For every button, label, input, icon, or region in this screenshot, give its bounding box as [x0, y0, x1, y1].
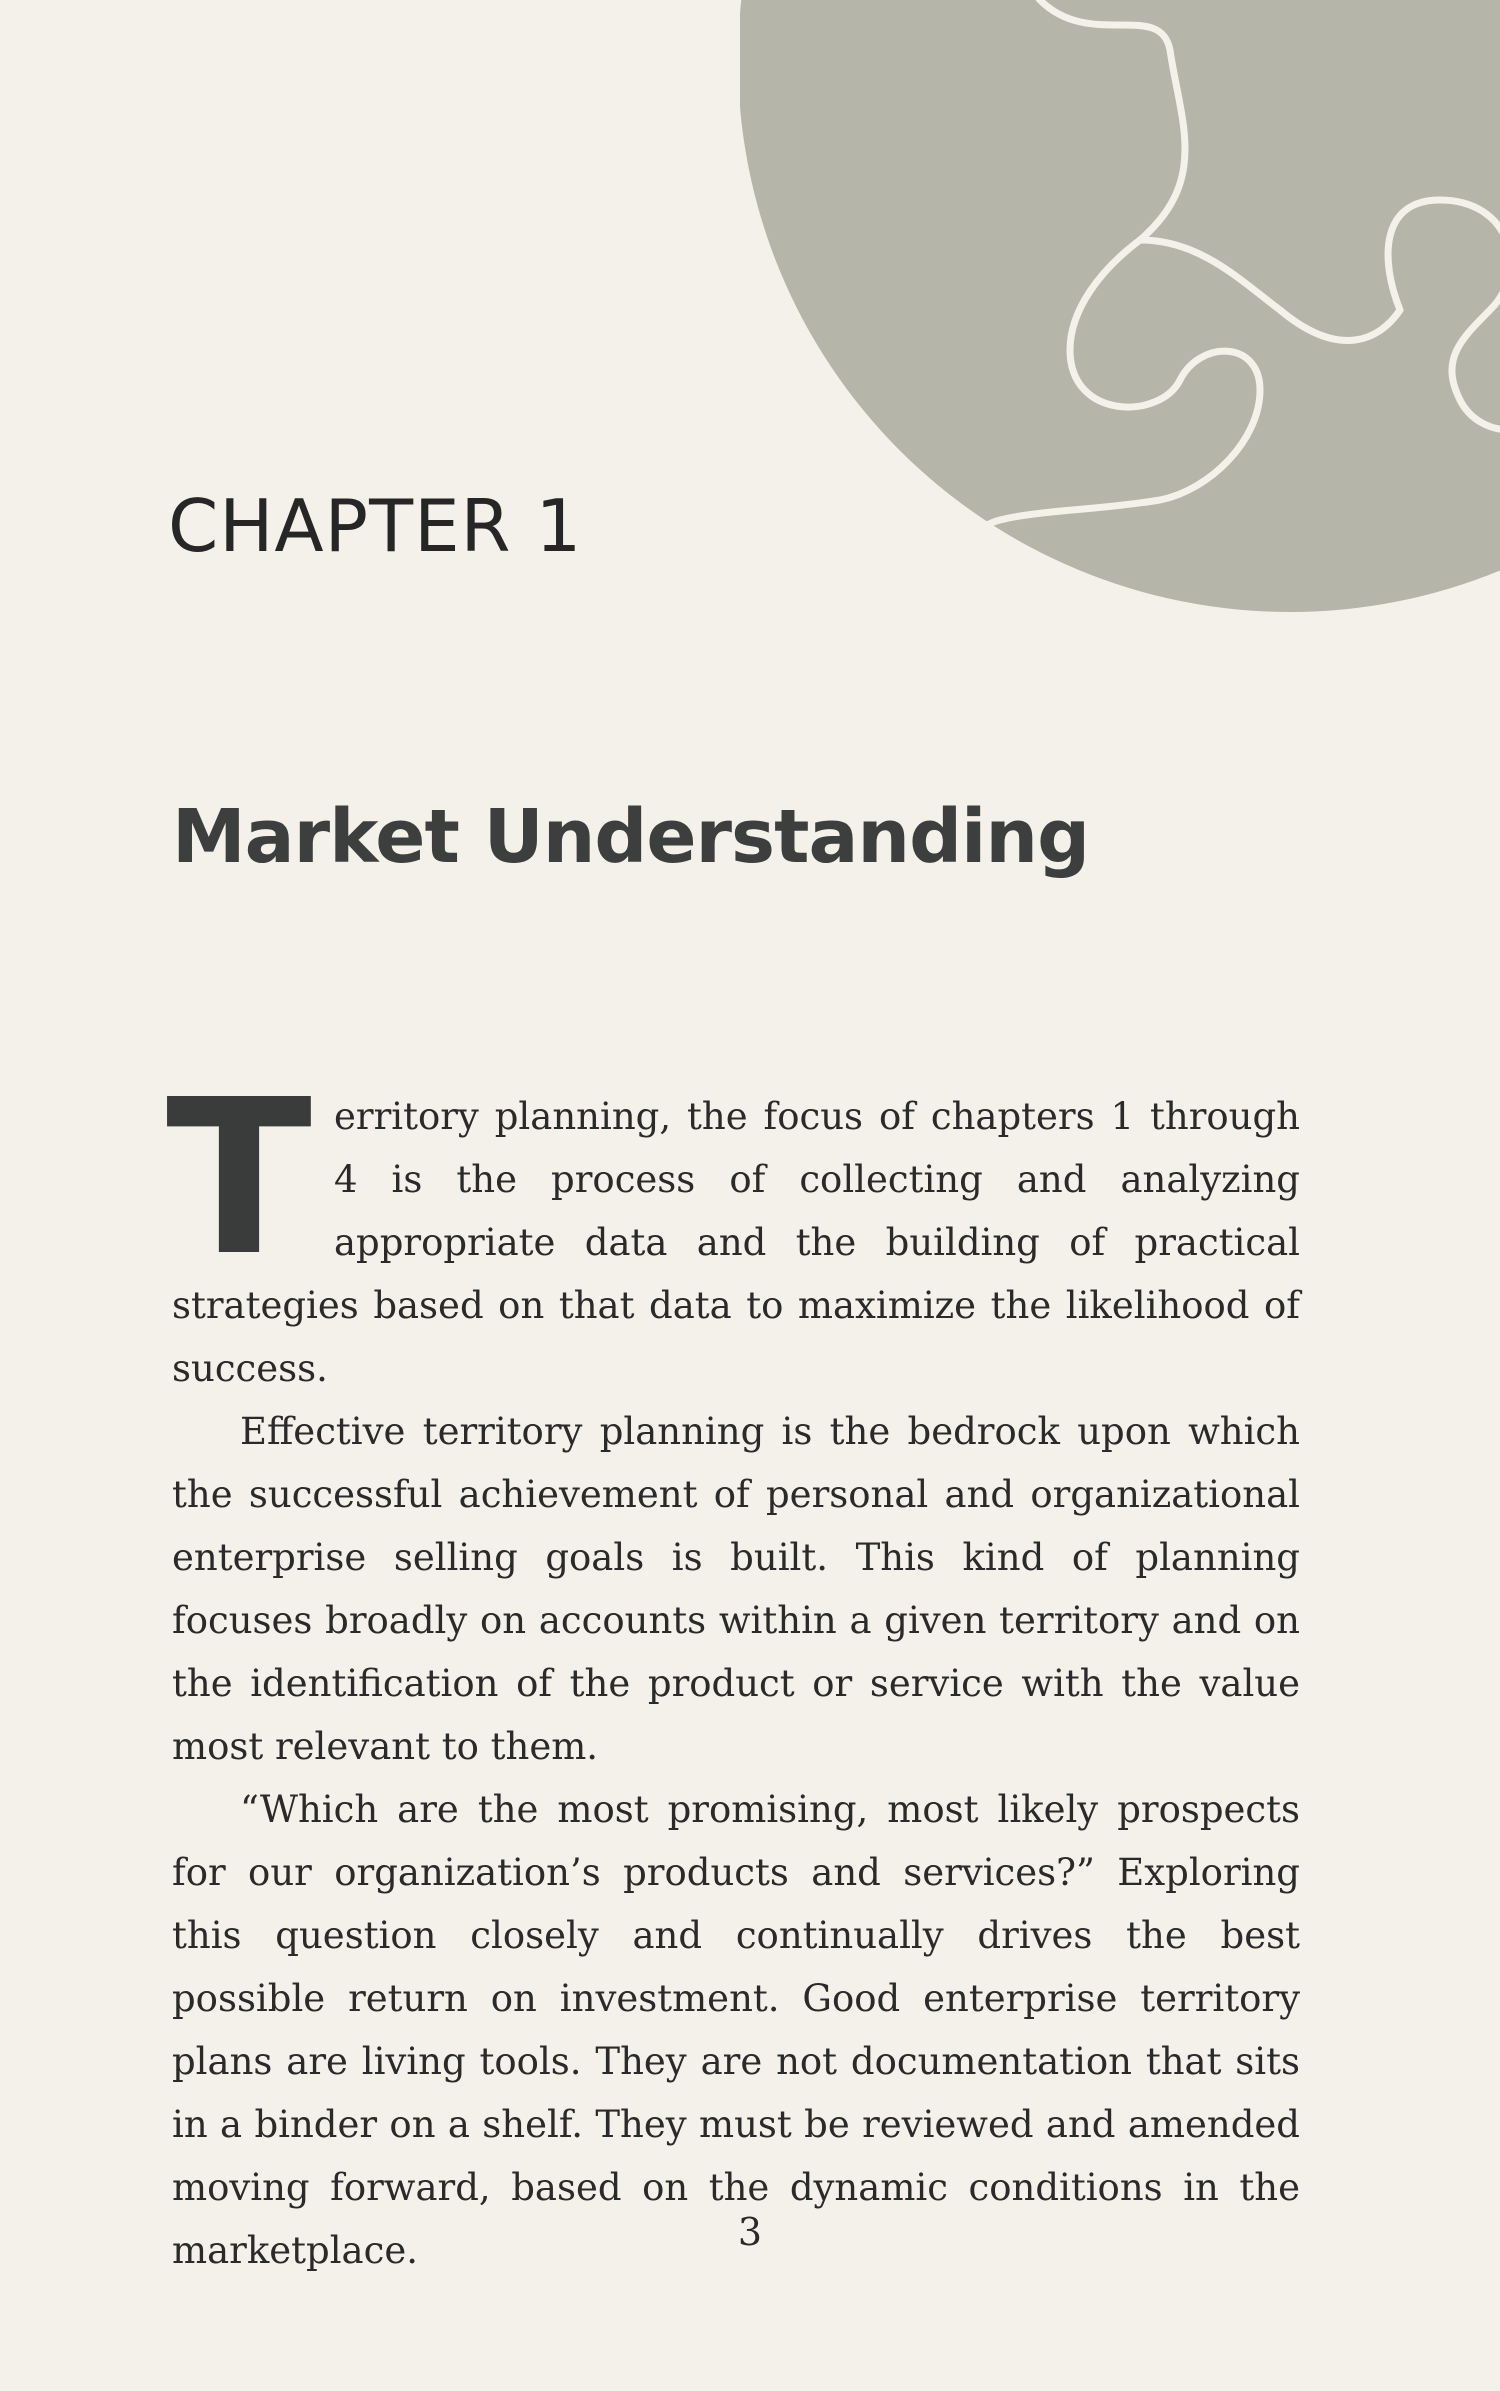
paragraph-2: Effective territory planning is the bedrock upon which the successful achievement of personal and organizational enterprise selling goals is built. This kind of planning focuses broadly on accounts within a given territory and on the identification of the product or service with the value most relevant to them.	[172, 1410, 1300, 1768]
chapter-label: CHAPTER 1	[168, 484, 583, 568]
paragraph-1-text: erritory planning, the focus of chapters 1 through 4 is the process of collecting and analyzing appropriate data and the building of practical strategies based on that data to maximize the likelihood of success.	[172, 1095, 1300, 1390]
puzzle-pieces-icon	[740, 0, 1500, 640]
paragraph-1	[166, 1054, 1300, 1400]
paragraph-3: “Which are the most promising, most likely prospects for our organization’s products and services?” Exploring this question closely and continually drives the best possible return on investment. Good enterprise territory plans are living tools. They are not documentation that sits in a binder on a shelf. They must be reviewed and amended moving forward, based on the dynamic conditions in the marketplace.	[172, 1788, 1300, 2272]
drop-cap: T	[166, 1054, 312, 1303]
body-text	[166, 1054, 1300, 2282]
page-number: 3	[737, 2210, 763, 2254]
chapter-title: Market Understanding	[172, 794, 1090, 880]
